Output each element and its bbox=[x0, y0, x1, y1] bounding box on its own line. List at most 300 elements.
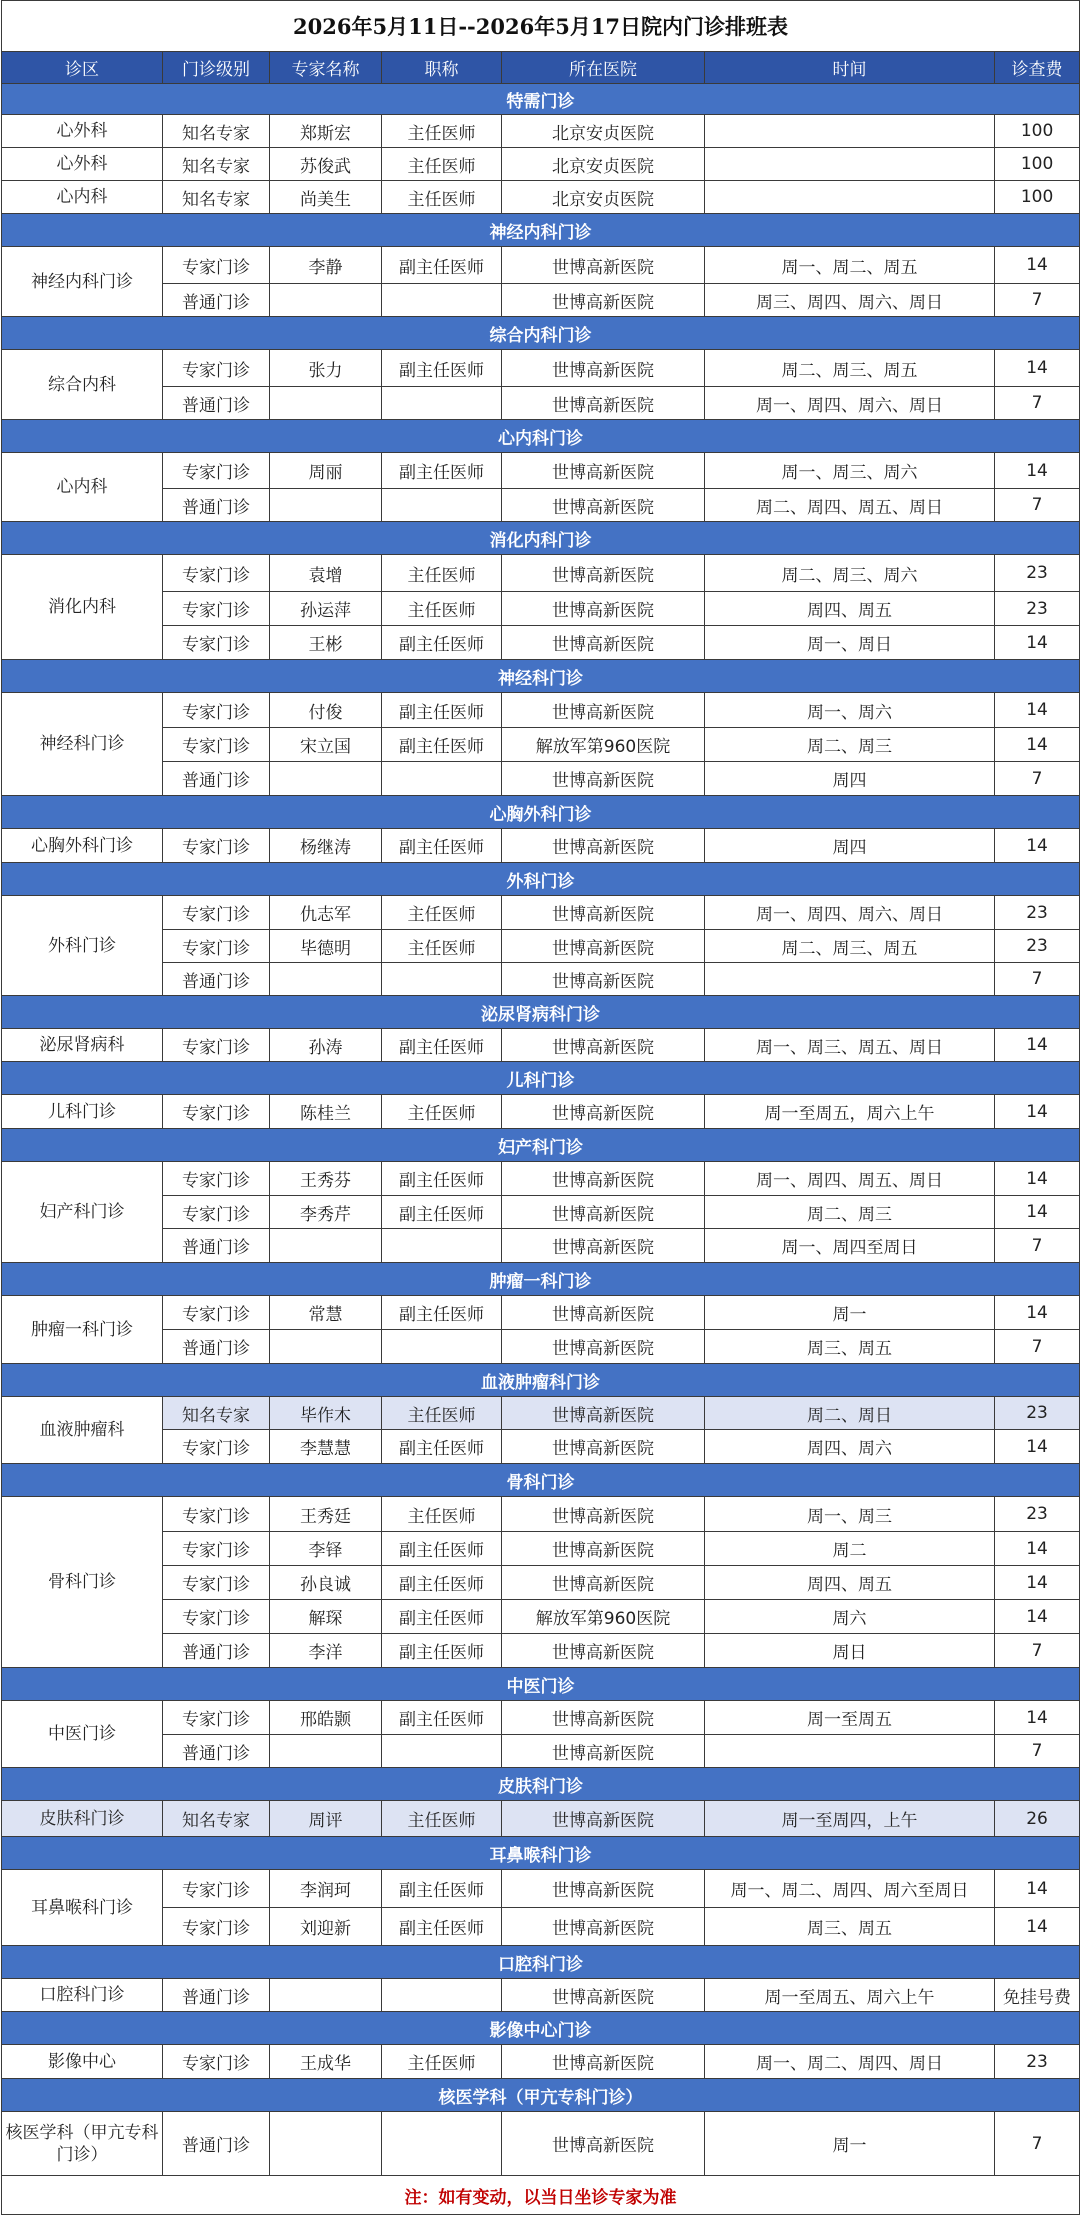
schedule-time: 周一、周二、周五 bbox=[705, 247, 995, 284]
doctor-rank bbox=[382, 1229, 502, 1263]
doctor-rank: 副主任医师 bbox=[382, 1196, 502, 1229]
hospital: 世博高新医院 bbox=[502, 1330, 705, 1364]
section-title: 泌尿肾病科门诊 bbox=[2, 996, 1080, 1029]
hospital: 世博高新医院 bbox=[502, 2045, 705, 2079]
clinic-level: 专家门诊 bbox=[163, 1532, 270, 1566]
exam-fee: 100 bbox=[995, 181, 1080, 214]
exam-fee: 14 bbox=[995, 453, 1080, 489]
doctor-rank bbox=[382, 1735, 502, 1768]
table-row bbox=[2, 2112, 1080, 2176]
table-row bbox=[2, 1397, 1080, 1430]
section-title: 特需门诊 bbox=[2, 84, 1080, 115]
clinic-level: 专家门诊 bbox=[163, 2045, 270, 2079]
doctor-name bbox=[270, 284, 382, 317]
clinic-level: 专家门诊 bbox=[163, 1870, 270, 1908]
hospital: 世博高新医院 bbox=[502, 489, 705, 522]
doctor-name: 郑斯宏 bbox=[270, 115, 382, 148]
schedule-time: 周六 bbox=[705, 1600, 995, 1634]
doctor-name: 李铎 bbox=[270, 1532, 382, 1566]
schedule-time: 周二、周三、周五 bbox=[705, 350, 995, 387]
exam-fee: 14 bbox=[995, 693, 1080, 728]
hospital: 世博高新医院 bbox=[502, 1870, 705, 1908]
exam-fee: 14 bbox=[995, 1600, 1080, 1634]
exam-fee: 14 bbox=[995, 350, 1080, 387]
clinic-level: 普通门诊 bbox=[163, 489, 270, 522]
doctor-name: 周丽 bbox=[270, 453, 382, 489]
clinic-level: 专家门诊 bbox=[163, 728, 270, 762]
doctor-name: 王秀芬 bbox=[270, 1162, 382, 1196]
exam-fee: 14 bbox=[995, 247, 1080, 284]
table-row bbox=[2, 1497, 1080, 1532]
exam-fee: 23 bbox=[995, 896, 1080, 930]
hospital: 世博高新医院 bbox=[502, 592, 705, 626]
table-row bbox=[2, 247, 1080, 284]
hospital: 世博高新医院 bbox=[502, 1095, 705, 1129]
clinic-level: 普通门诊 bbox=[163, 1330, 270, 1364]
doctor-rank: 主任医师 bbox=[382, 148, 502, 181]
doctor-rank bbox=[382, 2112, 502, 2176]
clinic-level: 专家门诊 bbox=[163, 555, 270, 592]
header-hospital: 所在医院 bbox=[502, 52, 705, 84]
hospital: 解放军第960医院 bbox=[502, 1600, 705, 1634]
clinic-level: 专家门诊 bbox=[163, 1908, 270, 1946]
clinic-level: 知名专家 bbox=[163, 148, 270, 181]
hospital: 世博高新医院 bbox=[502, 693, 705, 728]
doctor-rank: 主任医师 bbox=[382, 592, 502, 626]
exam-fee: 免挂号费 bbox=[995, 1979, 1080, 2012]
clinic-level: 普通门诊 bbox=[163, 1979, 270, 2012]
schedule-time: 周四 bbox=[705, 762, 995, 796]
doctor-name bbox=[270, 1330, 382, 1364]
doctor-name: 刘迎新 bbox=[270, 1908, 382, 1946]
doctor-name: 王彬 bbox=[270, 626, 382, 660]
clinic-level: 专家门诊 bbox=[163, 829, 270, 863]
table-row bbox=[2, 1600, 1080, 1634]
exam-fee: 14 bbox=[995, 728, 1080, 762]
schedule-time: 周二、周三 bbox=[705, 1196, 995, 1229]
table-row bbox=[2, 1430, 1080, 1464]
department-cell: 肿瘤一科门诊 bbox=[2, 1296, 163, 1364]
exam-fee: 14 bbox=[995, 1566, 1080, 1600]
hospital: 世博高新医院 bbox=[502, 1801, 705, 1837]
clinic-level: 普通门诊 bbox=[163, 2112, 270, 2176]
clinic-level: 专家门诊 bbox=[163, 453, 270, 489]
doctor-rank: 主任医师 bbox=[382, 2045, 502, 2079]
section-title: 综合内科门诊 bbox=[2, 317, 1080, 350]
table-row bbox=[2, 829, 1080, 863]
table-row bbox=[2, 1735, 1080, 1768]
department-cell: 血液肿瘤科 bbox=[2, 1397, 163, 1464]
hospital: 世博高新医院 bbox=[502, 1497, 705, 1532]
department-cell: 外科门诊 bbox=[2, 896, 163, 996]
clinic-level: 知名专家 bbox=[163, 1397, 270, 1430]
table-row bbox=[2, 1095, 1080, 1129]
doctor-rank: 副主任医师 bbox=[382, 247, 502, 284]
department-cell: 核医学科（甲亢专科门诊） bbox=[2, 2112, 163, 2176]
clinic-level: 普通门诊 bbox=[163, 1634, 270, 1668]
department-cell: 皮肤科门诊 bbox=[2, 1801, 163, 1837]
doctor-name: 苏俊武 bbox=[270, 148, 382, 181]
header-level: 门诊级别 bbox=[163, 52, 270, 84]
table-row bbox=[2, 1532, 1080, 1566]
doctor-name bbox=[270, 1229, 382, 1263]
department-cell: 综合内科 bbox=[2, 350, 163, 420]
doctor-name bbox=[270, 489, 382, 522]
doctor-name: 王秀廷 bbox=[270, 1497, 382, 1532]
hospital: 世博高新医院 bbox=[502, 247, 705, 284]
table-row bbox=[2, 626, 1080, 660]
hospital: 世博高新医院 bbox=[502, 1908, 705, 1946]
exam-fee: 14 bbox=[995, 1296, 1080, 1330]
exam-fee: 23 bbox=[995, 592, 1080, 626]
section-title: 耳鼻喉科门诊 bbox=[2, 1837, 1080, 1870]
hospital: 世博高新医院 bbox=[502, 284, 705, 317]
table-row bbox=[2, 1701, 1080, 1735]
schedule-time bbox=[705, 148, 995, 181]
clinic-level: 专家门诊 bbox=[163, 626, 270, 660]
section-title: 核医学科（甲亢专科门诊） bbox=[2, 2079, 1080, 2112]
table-row bbox=[2, 148, 1080, 181]
table-row bbox=[2, 1634, 1080, 1668]
doctor-rank: 副主任医师 bbox=[382, 1600, 502, 1634]
section-title: 影像中心门诊 bbox=[2, 2012, 1080, 2045]
doctor-rank: 副主任医师 bbox=[382, 1532, 502, 1566]
exam-fee: 7 bbox=[995, 1330, 1080, 1364]
hospital: 世博高新医院 bbox=[502, 762, 705, 796]
doctor-rank: 副主任医师 bbox=[382, 1908, 502, 1946]
department-cell: 泌尿肾病科 bbox=[2, 1029, 163, 1062]
hospital: 世博高新医院 bbox=[502, 1701, 705, 1735]
doctor-name: 孙运萍 bbox=[270, 592, 382, 626]
schedule-time: 周四、周六 bbox=[705, 1430, 995, 1464]
clinic-level: 专家门诊 bbox=[163, 1600, 270, 1634]
exam-fee: 14 bbox=[995, 1162, 1080, 1196]
table-row bbox=[2, 115, 1080, 148]
clinic-level: 专家门诊 bbox=[163, 1029, 270, 1062]
schedule-time: 周三、周四、周六、周日 bbox=[705, 284, 995, 317]
section-title: 皮肤科门诊 bbox=[2, 1768, 1080, 1801]
department-cell: 神经科门诊 bbox=[2, 693, 163, 796]
doctor-rank: 副主任医师 bbox=[382, 626, 502, 660]
schedule-time: 周一至周四，上午 bbox=[705, 1801, 995, 1837]
table-row bbox=[2, 930, 1080, 963]
table-row bbox=[2, 762, 1080, 796]
hospital: 世博高新医院 bbox=[502, 350, 705, 387]
table-row bbox=[2, 2045, 1080, 2079]
exam-fee: 7 bbox=[995, 1229, 1080, 1263]
clinic-level: 专家门诊 bbox=[163, 1162, 270, 1196]
doctor-rank: 主任医师 bbox=[382, 555, 502, 592]
clinic-level: 普通门诊 bbox=[163, 1229, 270, 1263]
doctor-name: 孙良诚 bbox=[270, 1566, 382, 1600]
doctor-name: 李润珂 bbox=[270, 1870, 382, 1908]
exam-fee: 14 bbox=[995, 1908, 1080, 1946]
hospital: 世博高新医院 bbox=[502, 1397, 705, 1430]
doctor-name: 杨继涛 bbox=[270, 829, 382, 863]
table-row bbox=[2, 1162, 1080, 1196]
section-title: 外科门诊 bbox=[2, 863, 1080, 896]
schedule-time: 周二、周四、周五、周日 bbox=[705, 489, 995, 522]
department-cell: 妇产科门诊 bbox=[2, 1162, 163, 1263]
doctor-rank: 副主任医师 bbox=[382, 728, 502, 762]
header-rank: 职称 bbox=[382, 52, 502, 84]
section-title: 神经科门诊 bbox=[2, 660, 1080, 693]
schedule-time: 周一 bbox=[705, 2112, 995, 2176]
doctor-rank bbox=[382, 963, 502, 996]
section-title: 心内科门诊 bbox=[2, 420, 1080, 453]
hospital: 世博高新医院 bbox=[502, 1979, 705, 2012]
hospital: 世博高新医院 bbox=[502, 555, 705, 592]
schedule-time bbox=[705, 181, 995, 214]
clinic-level: 专家门诊 bbox=[163, 350, 270, 387]
hospital: 世博高新医院 bbox=[502, 1196, 705, 1229]
doctor-rank: 副主任医师 bbox=[382, 453, 502, 489]
doctor-name: 毕德明 bbox=[270, 930, 382, 963]
doctor-rank bbox=[382, 762, 502, 796]
doctor-rank: 主任医师 bbox=[382, 115, 502, 148]
doctor-name: 仇志军 bbox=[270, 896, 382, 930]
header-fee: 诊查费 bbox=[995, 52, 1080, 84]
doctor-name bbox=[270, 762, 382, 796]
doctor-rank bbox=[382, 284, 502, 317]
doctor-name: 张力 bbox=[270, 350, 382, 387]
table-row bbox=[2, 1029, 1080, 1062]
doctor-name: 孙涛 bbox=[270, 1029, 382, 1062]
exam-fee: 7 bbox=[995, 1634, 1080, 1668]
doctor-name bbox=[270, 963, 382, 996]
clinic-level: 专家门诊 bbox=[163, 1701, 270, 1735]
hospital: 世博高新医院 bbox=[502, 1532, 705, 1566]
doctor-name: 付俊 bbox=[270, 693, 382, 728]
exam-fee: 14 bbox=[995, 1095, 1080, 1129]
table-row bbox=[2, 555, 1080, 592]
table-row bbox=[2, 1296, 1080, 1330]
schedule-time: 周二、周日 bbox=[705, 1397, 995, 1430]
doctor-rank: 副主任医师 bbox=[382, 829, 502, 863]
doctor-name: 袁增 bbox=[270, 555, 382, 592]
section-title: 神经内科门诊 bbox=[2, 214, 1080, 247]
doctor-rank bbox=[382, 1330, 502, 1364]
table-row bbox=[2, 284, 1080, 317]
department-cell: 消化内科 bbox=[2, 555, 163, 660]
doctor-rank: 副主任医师 bbox=[382, 1634, 502, 1668]
doctor-rank bbox=[382, 1979, 502, 2012]
exam-fee: 7 bbox=[995, 1735, 1080, 1768]
doctor-rank: 副主任医师 bbox=[382, 350, 502, 387]
doctor-rank bbox=[382, 387, 502, 420]
doctor-name: 尚美生 bbox=[270, 181, 382, 214]
clinic-level: 知名专家 bbox=[163, 181, 270, 214]
schedule-time: 周一至周五 bbox=[705, 1701, 995, 1735]
table-row bbox=[2, 1229, 1080, 1263]
doctor-rank: 主任医师 bbox=[382, 896, 502, 930]
doctor-name bbox=[270, 387, 382, 420]
department-cell: 影像中心 bbox=[2, 2045, 163, 2079]
clinic-level: 专家门诊 bbox=[163, 1296, 270, 1330]
exam-fee: 23 bbox=[995, 930, 1080, 963]
schedule-time: 周三、周五 bbox=[705, 1330, 995, 1364]
hospital: 世博高新医院 bbox=[502, 1029, 705, 1062]
doctor-rank: 副主任医师 bbox=[382, 1701, 502, 1735]
section-title: 心胸外科门诊 bbox=[2, 796, 1080, 829]
doctor-name: 李慧慧 bbox=[270, 1430, 382, 1464]
exam-fee: 7 bbox=[995, 762, 1080, 796]
hospital: 世博高新医院 bbox=[502, 1735, 705, 1768]
hospital: 北京安贞医院 bbox=[502, 181, 705, 214]
doctor-name: 李洋 bbox=[270, 1634, 382, 1668]
schedule-time: 周二、周三 bbox=[705, 728, 995, 762]
clinic-level: 专家门诊 bbox=[163, 1095, 270, 1129]
doctor-name: 常慧 bbox=[270, 1296, 382, 1330]
hospital: 世博高新医院 bbox=[502, 1229, 705, 1263]
schedule-time: 周一、周六 bbox=[705, 693, 995, 728]
exam-fee: 7 bbox=[995, 284, 1080, 317]
clinic-level: 知名专家 bbox=[163, 115, 270, 148]
clinic-level: 专家门诊 bbox=[163, 247, 270, 284]
table-row bbox=[2, 1566, 1080, 1600]
department-cell: 心胸外科门诊 bbox=[2, 829, 163, 863]
schedule-time: 周二、周三、周六 bbox=[705, 555, 995, 592]
clinic-level: 普通门诊 bbox=[163, 762, 270, 796]
exam-fee: 26 bbox=[995, 1801, 1080, 1837]
hospital: 世博高新医院 bbox=[502, 1430, 705, 1464]
exam-fee: 14 bbox=[995, 1532, 1080, 1566]
department-cell: 神经内科门诊 bbox=[2, 247, 163, 317]
exam-fee: 14 bbox=[995, 1196, 1080, 1229]
clinic-level: 普通门诊 bbox=[163, 1735, 270, 1768]
clinic-level: 普通门诊 bbox=[163, 284, 270, 317]
exam-fee: 7 bbox=[995, 963, 1080, 996]
schedule-time: 周日 bbox=[705, 1634, 995, 1668]
section-title: 妇产科门诊 bbox=[2, 1129, 1080, 1162]
exam-fee: 100 bbox=[995, 148, 1080, 181]
schedule-time: 周四、周五 bbox=[705, 592, 995, 626]
hospital: 解放军第960医院 bbox=[502, 728, 705, 762]
hospital: 世博高新医院 bbox=[502, 930, 705, 963]
department-cell: 心内科 bbox=[2, 181, 163, 214]
schedule-time: 周一、周四至周日 bbox=[705, 1229, 995, 1263]
hospital: 世博高新医院 bbox=[502, 2112, 705, 2176]
table-row bbox=[2, 387, 1080, 420]
table-row bbox=[2, 350, 1080, 387]
section-title: 儿科门诊 bbox=[2, 1062, 1080, 1095]
table-row bbox=[2, 693, 1080, 728]
section-title: 口腔科门诊 bbox=[2, 1946, 1080, 1979]
doctor-rank: 副主任医师 bbox=[382, 1566, 502, 1600]
exam-fee: 14 bbox=[995, 1870, 1080, 1908]
schedule-time bbox=[705, 963, 995, 996]
department-cell: 中医门诊 bbox=[2, 1701, 163, 1768]
clinic-level: 专家门诊 bbox=[163, 896, 270, 930]
schedule-time: 周二 bbox=[705, 1532, 995, 1566]
table-row bbox=[2, 1870, 1080, 1908]
schedule-time: 周一、周四、周六、周日 bbox=[705, 896, 995, 930]
doctor-name bbox=[270, 2112, 382, 2176]
clinic-level: 专家门诊 bbox=[163, 1566, 270, 1600]
hospital: 世博高新医院 bbox=[502, 1566, 705, 1600]
doctor-name: 李秀芹 bbox=[270, 1196, 382, 1229]
clinic-level: 专家门诊 bbox=[163, 693, 270, 728]
doctor-name bbox=[270, 1979, 382, 2012]
schedule-table bbox=[1, 0, 1080, 2215]
doctor-rank: 副主任医师 bbox=[382, 1870, 502, 1908]
hospital: 北京安贞医院 bbox=[502, 148, 705, 181]
schedule-time: 周一、周四、周五、周日 bbox=[705, 1162, 995, 1196]
table-row bbox=[2, 1196, 1080, 1229]
header-time: 时间 bbox=[705, 52, 995, 84]
exam-fee: 23 bbox=[995, 555, 1080, 592]
hospital: 世博高新医院 bbox=[502, 1296, 705, 1330]
table-row bbox=[2, 1801, 1080, 1837]
doctor-rank: 主任医师 bbox=[382, 1801, 502, 1837]
page-title: 2026年5月11日--2026年5月17日院内门诊排班表 bbox=[2, 1, 1080, 52]
section-title: 肿瘤一科门诊 bbox=[2, 1263, 1080, 1296]
exam-fee: 23 bbox=[995, 2045, 1080, 2079]
exam-fee: 14 bbox=[995, 1029, 1080, 1062]
exam-fee: 100 bbox=[995, 115, 1080, 148]
doctor-rank: 主任医师 bbox=[382, 930, 502, 963]
table-row bbox=[2, 592, 1080, 626]
schedule-time: 周一、周三 bbox=[705, 1497, 995, 1532]
schedule-time: 周一、周二、周四、周六至周日 bbox=[705, 1870, 995, 1908]
section-title: 骨科门诊 bbox=[2, 1464, 1080, 1497]
schedule-time: 周一、周四、周六、周日 bbox=[705, 387, 995, 420]
section-title: 中医门诊 bbox=[2, 1668, 1080, 1701]
clinic-level: 专家门诊 bbox=[163, 1430, 270, 1464]
hospital: 世博高新医院 bbox=[502, 1634, 705, 1668]
doctor-rank: 副主任医师 bbox=[382, 1162, 502, 1196]
hospital: 世博高新医院 bbox=[502, 387, 705, 420]
table-row bbox=[2, 1908, 1080, 1946]
department-cell: 骨科门诊 bbox=[2, 1497, 163, 1668]
schedule-time bbox=[705, 115, 995, 148]
table-row bbox=[2, 181, 1080, 214]
doctor-rank: 副主任医师 bbox=[382, 693, 502, 728]
clinic-level: 专家门诊 bbox=[163, 1196, 270, 1229]
doctor-name: 李静 bbox=[270, 247, 382, 284]
exam-fee: 14 bbox=[995, 1430, 1080, 1464]
footer-note: 注：如有变动，以当日坐诊专家为准 bbox=[2, 2176, 1080, 2215]
doctor-rank: 副主任医师 bbox=[382, 1430, 502, 1464]
schedule-time: 周三、周五 bbox=[705, 1908, 995, 1946]
table-row bbox=[2, 963, 1080, 996]
table-row bbox=[2, 728, 1080, 762]
schedule-time: 周二、周三、周五 bbox=[705, 930, 995, 963]
doctor-rank bbox=[382, 489, 502, 522]
clinic-level: 专家门诊 bbox=[163, 592, 270, 626]
hospital: 世博高新医院 bbox=[502, 453, 705, 489]
doctor-rank: 主任医师 bbox=[382, 1497, 502, 1532]
schedule-time: 周一、周三、周五、周日 bbox=[705, 1029, 995, 1062]
department-cell: 心内科 bbox=[2, 453, 163, 522]
table-row bbox=[2, 453, 1080, 489]
exam-fee: 23 bbox=[995, 1497, 1080, 1532]
doctor-rank: 副主任医师 bbox=[382, 1296, 502, 1330]
header-zone: 诊区 bbox=[2, 52, 163, 84]
doctor-name: 解琛 bbox=[270, 1600, 382, 1634]
header-doctor: 专家名称 bbox=[270, 52, 382, 84]
department-cell: 心外科 bbox=[2, 148, 163, 181]
schedule-time: 周一至周五，周六上午 bbox=[705, 1095, 995, 1129]
schedule-time: 周一、周二、周四、周日 bbox=[705, 2045, 995, 2079]
exam-fee: 7 bbox=[995, 2112, 1080, 2176]
doctor-rank: 副主任医师 bbox=[382, 1029, 502, 1062]
doctor-rank: 主任医师 bbox=[382, 1095, 502, 1129]
doctor-rank: 主任医师 bbox=[382, 1397, 502, 1430]
clinic-level: 普通门诊 bbox=[163, 387, 270, 420]
clinic-level: 普通门诊 bbox=[163, 963, 270, 996]
doctor-name: 陈桂兰 bbox=[270, 1095, 382, 1129]
